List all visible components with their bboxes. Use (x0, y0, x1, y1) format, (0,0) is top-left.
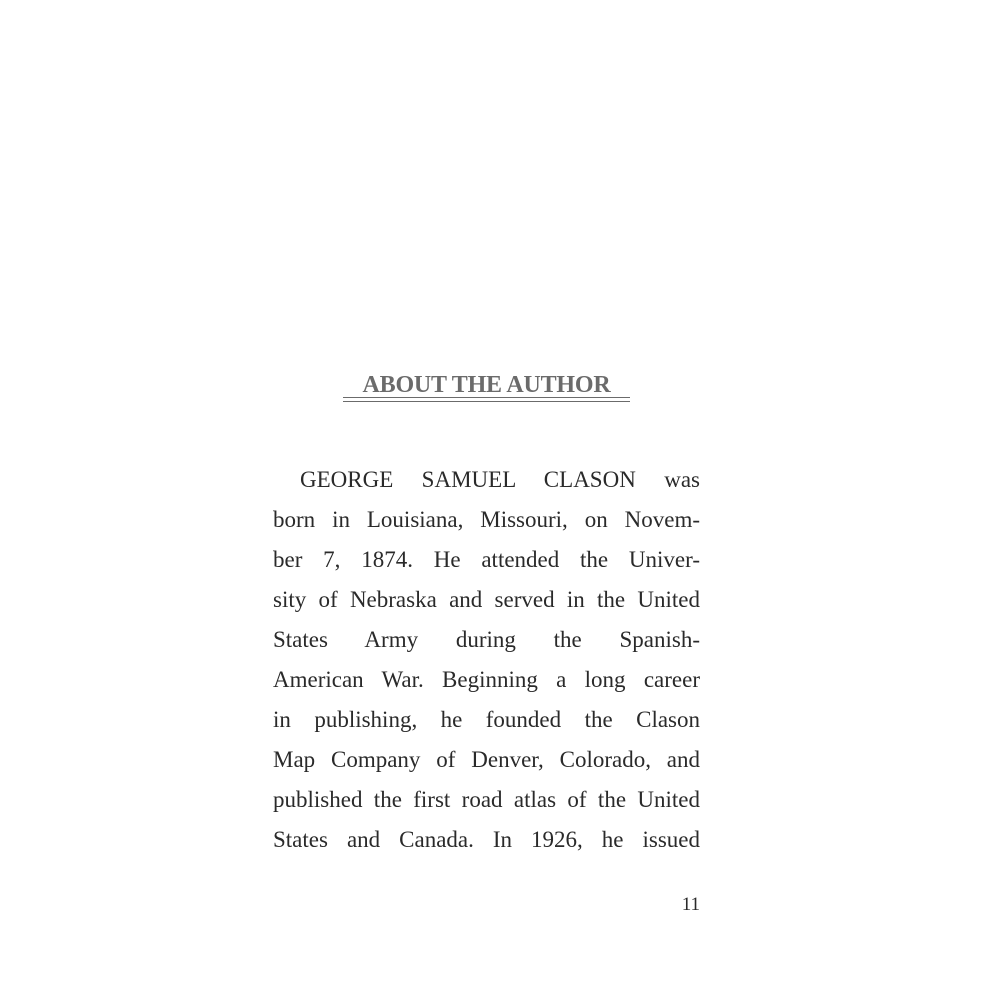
heading-underline-top (343, 397, 630, 398)
paragraph-line: States and Canada. In 1926, he issued (273, 827, 700, 852)
paragraph-line: ber 7, 1874. He attended the Univer- (273, 547, 700, 572)
paragraph-line: born in Louisiana, Missouri, on Novem- (273, 507, 700, 532)
heading-underline-bottom (343, 401, 630, 402)
paragraph-line: States Army during the Spanish- (273, 627, 700, 652)
paragraph-line: GEORGE SAMUEL CLASON was (300, 467, 700, 492)
paragraph-line: American War. Beginning a long career (273, 667, 700, 692)
paragraph-line: in publishing, he founded the Clason (273, 707, 700, 732)
paragraph-line: published the first road atlas of the United (273, 787, 700, 812)
paragraph-line: Map Company of Denver, Colorado, and (273, 747, 700, 772)
paragraph-line: sity of Nebraska and served in the United (273, 587, 700, 612)
chapter-heading: ABOUT THE AUTHOR (362, 372, 611, 398)
page-number: 11 (681, 894, 700, 915)
author-bio-paragraph (273, 460, 700, 860)
